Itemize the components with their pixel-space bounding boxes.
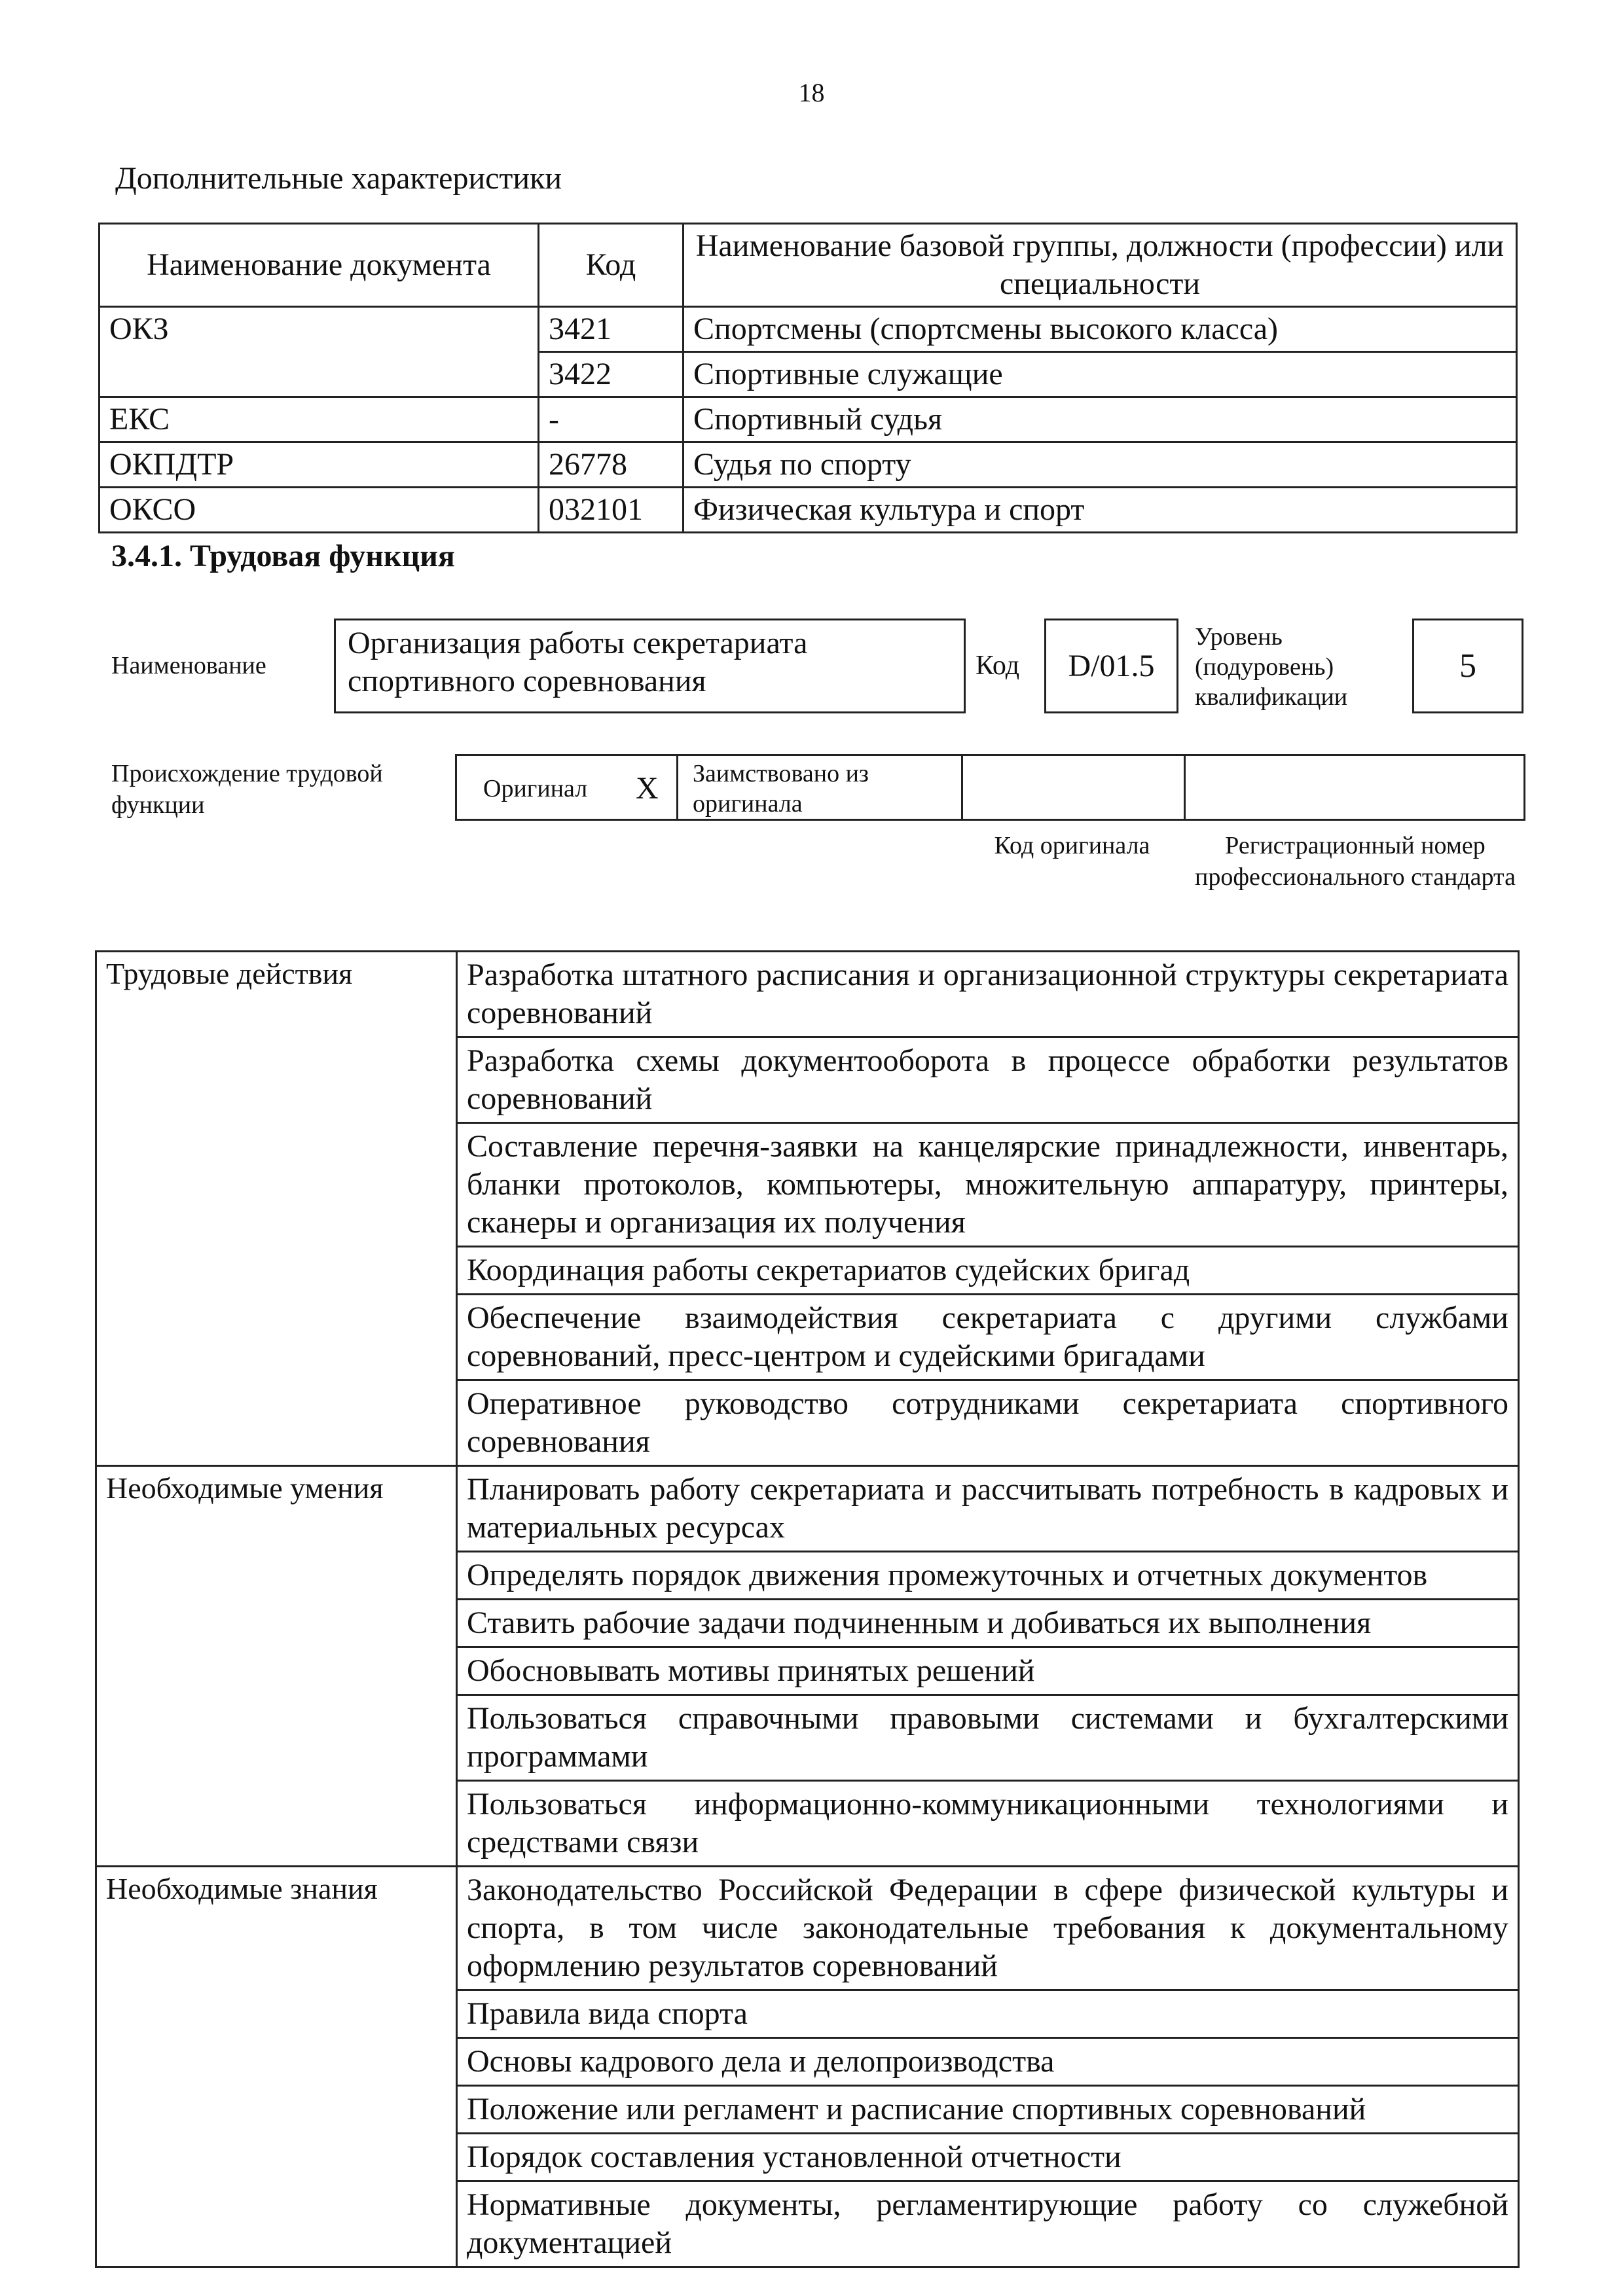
labor-action-item: Разработка схемы документооборота в процессе обработки результатов соревнований <box>457 1037 1519 1123</box>
qualification-level-box: 5 <box>1412 619 1523 713</box>
code-cell: 032101 <box>539 488 684 533</box>
knowledge-item: Нормативные документы, регламентирующие работу со служебной документацией <box>457 2181 1519 2267</box>
origin-box <box>455 754 1525 821</box>
table-row <box>96 952 1519 1037</box>
skill-item: Обосновывать мотивы принятых решений <box>457 1647 1519 1695</box>
header-group-name: Наименование базовой группы, должности (профессии) или специальности <box>684 224 1517 307</box>
knowledge-item: Правила вида спорта <box>457 1990 1519 2038</box>
table-row <box>96 1466 1519 1552</box>
table-row <box>100 488 1517 533</box>
table-row <box>100 397 1517 442</box>
labor-action-item: Обеспечение взаимодействия секретариата с другими службами соревнований, пресс-центром и судейскими бригадами <box>457 1295 1519 1380</box>
group-name-cell: Судья по спорту <box>684 442 1517 488</box>
header-document-name: Наименование документа <box>100 224 539 307</box>
function-code-box: D/01.5 <box>1044 619 1178 713</box>
knowledge-item: Основы кадрового дела и делопроизводства <box>457 2038 1519 2086</box>
document-name-cell: ОКЗ <box>100 307 539 397</box>
labor-action-item: Составление перечня-заявки на канцелярские принадлежности, инвентарь, бланки протоколов, компьютеры, множительную аппаратуру, принтеры, сканеры и организация их получения <box>457 1123 1519 1247</box>
code-cell: 3422 <box>539 352 684 397</box>
table-row <box>100 307 1517 352</box>
required-skills-title: Необходимые умения <box>96 1466 457 1867</box>
origin-label: Происхождение трудовой функции <box>111 760 383 819</box>
skill-item: Пользоваться справочными правовыми системами и бухгалтерскими программами <box>457 1695 1519 1781</box>
code-cell: - <box>539 397 684 442</box>
document-name-cell: ЕКС <box>100 397 539 442</box>
labor-action-item: Координация работы секретариатов судейских бригад <box>457 1247 1519 1295</box>
additional-characteristics-caption: Дополнительные характеристики <box>115 161 562 196</box>
header-code: Код <box>539 224 684 307</box>
knowledge-item: Порядок составления установленной отчетности <box>457 2134 1519 2181</box>
origin-divider <box>961 756 963 819</box>
code-original-label: Код оригинала <box>994 832 1150 859</box>
group-name-cell: Спортсмены (спортсмены высокого класса) <box>684 307 1517 352</box>
table-row <box>96 1867 1519 1990</box>
qualification-level-label: Уровень (подуровень) квалификации <box>1195 623 1348 711</box>
origin-divider <box>1184 756 1186 819</box>
knowledge-item: Законодательство Российской Федерации в сфере физической культуры и спорта, в том числе законодательные требования к документальному оформлению результатов соревнований <box>457 1867 1519 1990</box>
code-label: Код <box>976 651 1020 681</box>
borrowed-label: Заимствовано из оригинала <box>693 760 869 817</box>
skill-item: Пользоваться информационно-коммуникационными технологиями и средствами связи <box>457 1781 1519 1867</box>
labor-function-title: 3.4.1. Трудовая функция <box>111 539 455 573</box>
labor-actions-table <box>95 950 1520 2268</box>
labor-action-item: Оперативное руководство сотрудниками секретариата спортивного соревнования <box>457 1380 1519 1466</box>
skill-item: Планировать работу секретариата и рассчитывать потребность в кадровых и материальных ресурсах <box>457 1466 1519 1552</box>
additional-characteristics-table <box>98 223 1518 533</box>
document-name-cell: ОКПДТР <box>100 442 539 488</box>
labor-actions-title: Трудовые действия <box>96 952 457 1466</box>
skill-item: Ставить рабочие задачи подчиненным и добиваться их выполнения <box>457 1600 1519 1647</box>
labor-action-item: Разработка штатного расписания и организационной структуры секретариата соревнований <box>457 952 1519 1037</box>
code-cell: 26778 <box>539 442 684 488</box>
table-header-row <box>100 224 1517 307</box>
group-name-cell: Спортивные служащие <box>684 352 1517 397</box>
name-label: Наименование <box>111 652 266 679</box>
original-label: Оригинал <box>483 775 588 802</box>
group-name-cell: Спортивный судья <box>684 397 1517 442</box>
origin-divider <box>676 756 678 819</box>
required-knowledge-title: Необходимые знания <box>96 1867 457 2267</box>
registration-number-label: Регистрационный номер профессионального стандарта <box>1195 832 1516 891</box>
group-name-cell: Физическая культура и спорт <box>684 488 1517 533</box>
knowledge-item: Положение или регламент и расписание спортивных соревнований <box>457 2086 1519 2134</box>
table-row <box>100 442 1517 488</box>
document-name-cell: ОКСО <box>100 488 539 533</box>
function-name-box: Организация работы секретариата спортивного соревнования <box>334 619 966 713</box>
original-mark: X <box>636 771 659 806</box>
code-cell: 3421 <box>539 307 684 352</box>
skill-item: Определять порядок движения промежуточных и отчетных документов <box>457 1552 1519 1600</box>
page-number: 18 <box>798 78 825 107</box>
